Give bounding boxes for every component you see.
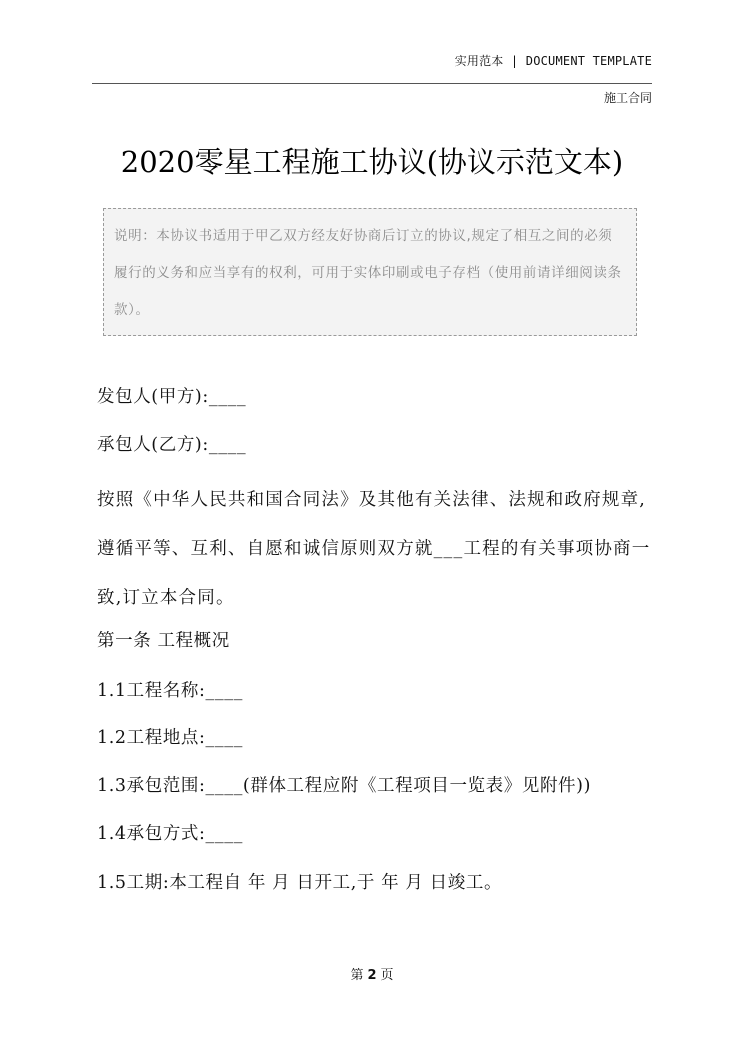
item-1-1: 1.1工程名称:____ [97, 681, 243, 701]
item-1-2: 1.2工程地点:____ [97, 728, 243, 748]
page-footer [0, 964, 744, 983]
preamble-paragraph: 按照《中华人民共和国合同法》及其他有关法律、法规和政府规章,遵循平等、互利、自愿和诚信原则双方就___工程的有关事项协商一致,订立本合同。 [97, 490, 651, 608]
party-a-line: 发包人(甲方):____ [97, 387, 247, 407]
header-category-label: 施工合同 [603, 91, 652, 105]
notice-text: 说明：本协议书适用于甲乙双方经友好协商后订立的协议,规定了相互之间的必须履行的义务和应当享有的权利，可用于实体印刷或电子存档（使用前请详细阅读条款）。 [114, 228, 622, 318]
page-number-suffix: 页 [380, 968, 394, 983]
notice-box [103, 208, 637, 336]
item-1-3: 1.3承包范围:____(群体工程应附《工程项目一览表》见附件)) [97, 776, 592, 796]
document-title: 2020零星工程施工协议(协议示范文本) [120, 145, 624, 179]
page-number: 2 [367, 968, 377, 983]
page-number-prefix: 第 [350, 968, 364, 983]
header-document-template-tag: 实用范本 | DOCUMENT TEMPLATE [454, 54, 652, 68]
header-divider [92, 83, 652, 84]
item-1-4: 1.4承包方式:____ [97, 824, 243, 844]
article-1-heading: 第一条 工程概况 [97, 631, 230, 651]
party-b-line: 承包人(乙方):____ [97, 435, 247, 455]
item-1-5: 1.5工期:本工程自 年 月 日开工,于 年 月 日竣工。 [97, 873, 503, 893]
